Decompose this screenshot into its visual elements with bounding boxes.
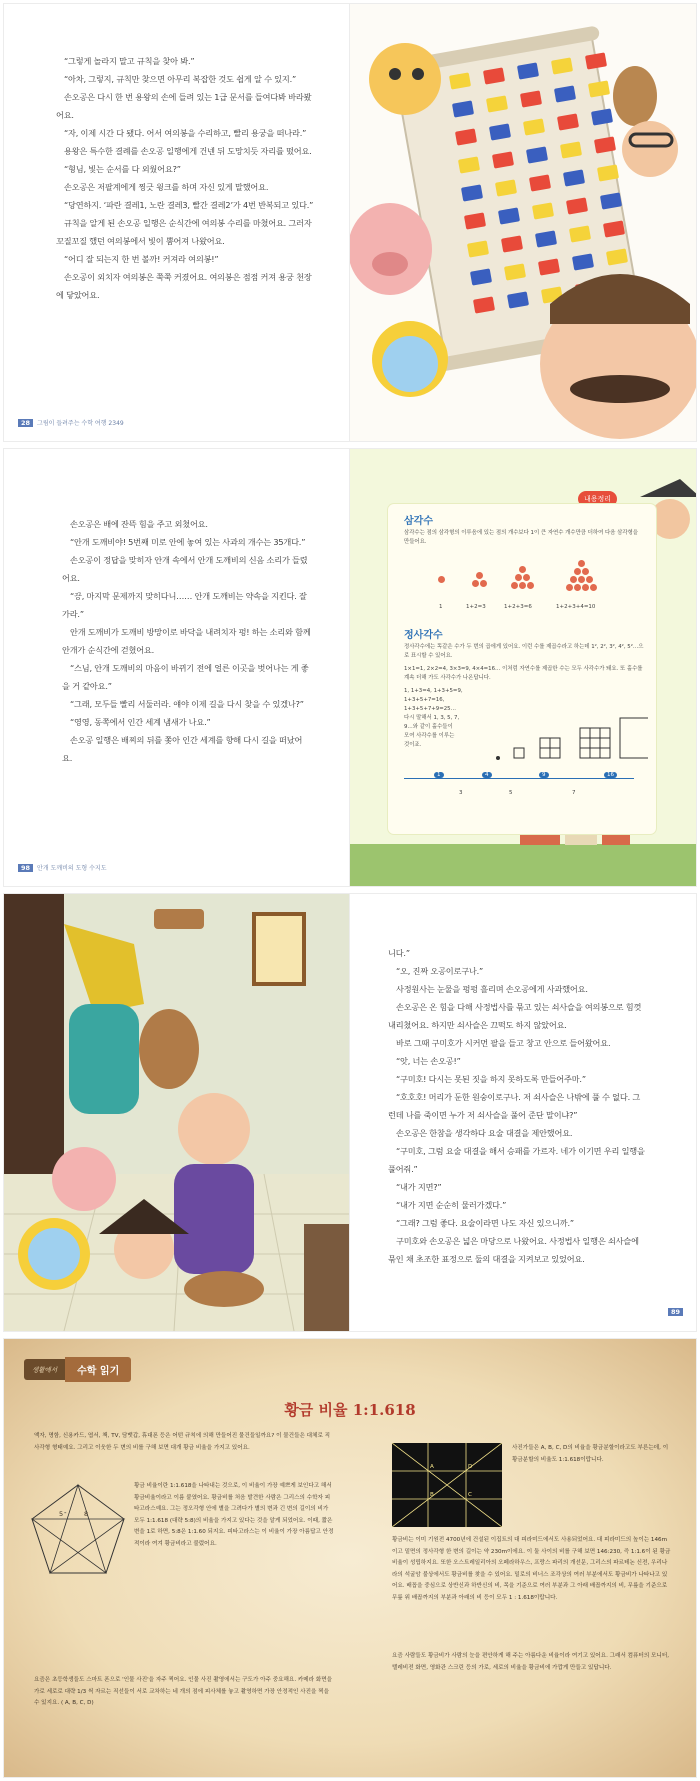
- paragraph: “내가 지면 순순히 물러가겠다.”: [396, 1200, 507, 1210]
- tri-dot: [582, 584, 589, 591]
- page-math-note: [350, 449, 696, 886]
- section-tag: [24, 1357, 131, 1381]
- tri-label: 1: [439, 604, 443, 610]
- tri-dot: [590, 584, 597, 591]
- golden-split-text: 사진가들은 A, B, C, D의 비율을 황금분할이라고도 부른는데, 이 황금분할의 비율도 1:1.618이랍니다.: [512, 1445, 669, 1463]
- folio-text: 안개 도깨비의 도형 수지도: [37, 865, 107, 872]
- sq-num-label: 4: [482, 772, 492, 778]
- square-number-heading: 정사각수: [404, 630, 443, 641]
- tri-dot: [480, 580, 487, 587]
- section-title: 수학 읽기: [65, 1357, 131, 1382]
- paragraph: “그래, 모두들 빨리 서둘러라. 얘야 이제 길을 다시 찾을 수 있겠나?”: [70, 699, 304, 709]
- tri-dot: [578, 576, 585, 583]
- tri-dot: [527, 582, 534, 589]
- paragraph: “호호호! 머리가 둔한 원숭이로구나. 저 쇠사슬은 나밖에 풀 수 없다. 그런데 나를 죽이면 누가 저 쇠사슬을 풀어 준단 말이냐?”: [388, 1092, 641, 1120]
- page-story-right: [350, 894, 696, 1331]
- page-number: 28: [18, 419, 33, 427]
- tri-dot: [570, 576, 577, 583]
- story-text: [62, 515, 312, 767]
- page-story-left: [4, 449, 350, 886]
- paragraph: 손오공이 외치자 여의봉은 쭉쭉 커졌어요. 여의봉은 점점 커져 용궁 천장에 닿았어요.: [56, 272, 312, 300]
- paragraph: “어디 잘 되는지 한 번 볼까! 커져라 여의봉!”: [64, 254, 219, 264]
- article-title: 황금 비율 1:1.618: [284, 1401, 416, 1419]
- grid-point-label: A: [430, 1464, 434, 1470]
- modern-use-text: 요즘 사람들도 황금비가 사람의 눈을 편안하게 해 주는 아름다운 비율이라 여기고 있어요. 그래서 컴퓨터의 모니터, 텔레비전 화면, 영화관 스크린 등의 가로, 세로의 비율을 황금비에 가깝게 만들고 있답니다.: [392, 1653, 670, 1671]
- warehouse-illustration: [4, 894, 350, 1331]
- sq-num-label: 9: [539, 772, 549, 778]
- illustration-warehouse: [4, 894, 350, 1331]
- page-golden-ratio: [4, 1339, 696, 1777]
- tri-dot: [472, 580, 479, 587]
- paragraph: 구미호와 손오공은 넓은 마당으로 나왔어요. 사정법사 일행은 쇠사슬에 묶인 채 초조한 표정으로 둘의 대결을 지켜보고 있었어요.: [388, 1236, 639, 1264]
- paragraph: “영영, 동쪽에서 인간 세계 냄새가 나요.”: [70, 717, 211, 727]
- paragraph: “형님, 빛는 순서를 다 외웠어요?”: [64, 164, 181, 174]
- folio: [668, 1308, 683, 1316]
- paragraph: “그렇게 놀라지 말고 규칙을 찾아 봐.”: [64, 56, 195, 66]
- paragraph: “오, 진짜 오공이로구나.”: [396, 966, 484, 976]
- spread-3: [0, 890, 700, 1335]
- folio: [18, 418, 124, 427]
- tri-dot: [476, 572, 483, 579]
- tri-dot: [586, 576, 593, 583]
- paragraph: 손오공은 배에 잔뜩 힘을 주고 외쳤어요.: [70, 519, 208, 529]
- pentagon-label: 8: [84, 1510, 89, 1518]
- paragraph: 바로 그때 구미호가 시커먼 팔을 들고 창고 안으로 들어왔어요.: [396, 1038, 611, 1048]
- tri-dot: [438, 576, 445, 583]
- page-story-left: [4, 4, 350, 441]
- paragraph: “구미호! 다시는 못된 짓을 하지 못하도록 만들어주마.”: [396, 1074, 586, 1084]
- odd-number-line: [404, 766, 644, 806]
- brace-label: 3: [459, 790, 463, 796]
- tri-dot: [519, 582, 526, 589]
- scroll-illustration: [350, 4, 696, 441]
- triangular-number-text: 삼각수는 점의 삼각형의 이루음에 있는 점의 개수보다 1이 큰 자연수 개수만큼 더하여 다음 삼각형을 만들어요.: [404, 530, 639, 545]
- tri-dot: [511, 582, 518, 589]
- paragraph: “앗, 너는 손오공!”: [396, 1056, 461, 1066]
- pyramid-text: 황금비는 이미 기원전 4700년에 건설된 이집트의 대 피라미드에서도 사용되었어요. 대 피라미드의 높이는 146m이고 밑면의 정사각형 한 변의 길이는 약 230m이에요. 이 둘 사이의 비를 구해 보면 146:230, 즉 1:1.6이 된 황금비율이 성립하지요. 또한 오스트레일리아의 오페라하우스, 프랑스 파리의 개선문, 그리스의 파르테논 신전, 우리나라의 석굴암 불상에서도 황금비를 찾을 수 있어요. 밀로의 비너스 조각상의 여러 부분에서도 황금비가 나타나고 있어요. 배꼽을 중심으로 상반신과 하반신의 비, 목을 기준으로 여러 부분과 그 아래 배꼽까지의 비, 무릎을 기준으로 무릎 위 배꼽까지의 부분과 아래의 비 등이 모두 1 : 1.618이랍니다.: [392, 1537, 671, 1601]
- story-text: [56, 52, 314, 304]
- grid-point-label: D: [468, 1464, 473, 1470]
- spread-2: [0, 445, 700, 890]
- paragraph: 규칙을 알게 된 손오공 일행은 순식간에 여의봉 수리를 마쳤어요. 그러자 꼬질꼬질 했던 여의봉에서 빛이 뿜어져 나왔어요.: [56, 218, 312, 246]
- tri-dot: [566, 584, 573, 591]
- folio-text: 그림이 들려주는 수학 여행 2349: [37, 420, 124, 427]
- thirds-grid-photo: [392, 1443, 502, 1527]
- paragraph: “스님, 안개 도깨비의 마음이 바뀌기 전에 얼른 이곳을 벗어나는 게 좋을 거 같아요.”: [62, 663, 309, 691]
- tri-dot: [523, 574, 530, 581]
- tri-dot: [519, 566, 526, 573]
- paragraph: “자, 이제 시간 다 됐다. 어서 여의봉을 수리하고, 빨리 용궁을 떠나라.”: [64, 128, 307, 138]
- paragraph: 니다.”: [388, 948, 410, 958]
- pentagon-star-figure: [28, 1481, 128, 1577]
- paragraph: 손오공이 정답을 맞히자 안개 속에서 안개 도깨비의 신음 소리가 들렸어요.: [62, 555, 308, 583]
- summary-badge: 내용정리: [578, 491, 617, 507]
- paragraph: 손오공은 온 힘을 다해 사정법사를 묶고 있는 쇠사슬을 여의봉으로 힘껏 내리쳤어요. 하지만 쇠사슬은 끄떡도 하지 않았어요.: [388, 1002, 642, 1030]
- photo-composition-text: 요즘은 초등학생들도 스마트 폰으로 '인물 사진'을 자주 찍어요. 인물 사진 촬영에서는 구도가 아주 중요해요. 카메라 화면을 가로 세로로 대략 1/3 씩 자르는 직선들이 서로 교차하는 네 개의 점에 피사체를 놓고 촬영하면 가장 안정적인 사진을 찍을 수 있지요. ( A, B, C, D): [34, 1677, 333, 1706]
- paragraph: 용왕은 특수한 결례를 손오공 일행에게 건넨 뒤 도망치듯 자리를 떴어요.: [64, 146, 312, 156]
- page-number: 98: [18, 864, 33, 872]
- triangular-number-heading: 삼각수: [404, 516, 433, 527]
- intro-text: 액자, 명함, 신용카드, 엽서, 책, TV, 담뱃갑, 휴대폰 등은 어떤 규칙에 의해 만들어진 물건들일까요? 이 물건들은 대체로 직사각형 형태예요. 그리고 이웃한 두 변의 비를 구해 보면 대개 황금 비율을 가지고 있어요.: [34, 1433, 331, 1451]
- tri-label: 1+2+3=6: [504, 604, 532, 610]
- golden-ratio-text: 황금 비율이란 1:1.618을 나타내는 것으로, 이 비율이 가장 예쁘게 보인다고 해서 황금비율이라고 이름 붙였어요. 황금비를 처음 발견한 사람은 그리스의 수학자 피타고라스예요. 그는 정오각형 안에 별을 그려다가 별의 변과 긴 변의 길이의 비가 모두 1:1.618 (대략 5:8)의 비율을 가지고 있다는 것을 알게 되었어요. 이때, 짧은 변을 1로 하면, 5:8은 1:1.60 되지요. 피타고라스는 이 비율이 가장 아름답고 안정적이라 여겨 황금비라고 불렀어요.: [134, 1483, 334, 1547]
- section-category: 생활에서: [24, 1359, 65, 1380]
- odd-sum-line: 1, 1+3=4, 1+3+5=9,: [404, 688, 463, 694]
- paragraph: “구미호, 그럼 요술 대결을 해서 승패를 가르자. 네가 이기면 우리 일행을 풀어줘.”: [388, 1146, 645, 1174]
- tri-label: 1+2=3: [466, 604, 486, 610]
- odd-sum-line: 1+3+5+7=16,: [404, 697, 445, 703]
- paragraph: “끙, 마지막 문제까지 맞히다니…… 안개 도깨비는 약속을 지킨다. 잘 가라.”: [62, 591, 307, 619]
- tri-dot: [578, 560, 585, 567]
- tri-label: 1+2+3+4=10: [556, 604, 596, 610]
- tri-dot: [582, 568, 589, 575]
- odd-sum-line: 모여 사각수를 이루는: [404, 733, 455, 739]
- grid-point-label: B: [430, 1492, 434, 1498]
- spread-1: [0, 0, 700, 445]
- sq-num-label: 16: [604, 772, 617, 778]
- illustration-scroll: [350, 4, 696, 441]
- paragraph: “안개 도깨비야! 5번째 미로 안에 놓여 있는 사과의 개수는 35개다.”: [70, 537, 306, 547]
- paragraph: “아차, 그렇지, 규칙만 찾으면 아무리 복잡한 것도 쉽게 알 수 있지.”: [64, 74, 297, 84]
- paragraph: 안개 도깨비가 도깨비 방망이로 바닥을 내려치자 펑! 하는 소리와 함께 안개가 순식간에 걷혔어요.: [62, 627, 311, 655]
- sq-num-label: 1: [434, 772, 444, 778]
- odd-sum-line: 1+3+5+7+9=25…: [404, 706, 456, 712]
- story-text: [388, 944, 646, 1268]
- brace-label: 5: [509, 790, 513, 796]
- paragraph: 손오공은 한참을 생각하다 요술 대결을 제안했어요.: [396, 1128, 573, 1138]
- folio: [18, 863, 107, 872]
- note-card: [388, 504, 656, 834]
- paragraph: 손오공 일행은 배찌의 뒤를 쫓아 인간 세계를 향해 다시 길을 떠났어요.: [62, 735, 303, 763]
- grid-point-label: C: [468, 1492, 472, 1498]
- tri-dot: [574, 568, 581, 575]
- odd-sum-line: 것이죠.: [404, 742, 422, 748]
- paragraph: 손오공은 다시 한 번 용왕의 손에 들려 있는 1급 문서를 들여다봐 바라봤어요.: [56, 92, 312, 120]
- square-number-text-a: 정사각수에는 똑같은 수가 두 번의 곱에게 있어요. 이런 수를 제곱수라고 하는데 1², 2², 3², 4², 5²…으로 표시할 수 있어요.: [404, 644, 644, 659]
- paragraph: “그래? 그럼 좋다. 요술이라면 나도 자신 있으니까.”: [396, 1218, 574, 1228]
- paragraph: 손오공은 저팔계에게 찡긋 윙크를 하며 자신 있게 말했어요.: [64, 182, 269, 192]
- pentagon-label: -: [64, 1509, 67, 1517]
- paragraph: “내가 지면?”: [396, 1182, 442, 1192]
- paragraph: 사정원사는 눈물을 펑펑 흘리며 손오공에게 사과했어요.: [396, 984, 588, 994]
- page-number: 89: [668, 1308, 683, 1316]
- odd-sum-line: 9…와 같이 홀수들이: [404, 724, 453, 730]
- tri-dot: [515, 574, 522, 581]
- paragraph: “당연하지. ‘파란 결레1, 노란 결레3, 빨간 결레2’가 4번 반복되고 있다.”: [64, 200, 314, 210]
- pentagon-label: 5: [59, 1510, 64, 1518]
- square-number-text-b: 1×1=1, 2×2=4, 3×3=9, 4×4=16… 이처럼 자연수를 제곱한 수는 모두 사각수가 돼요. 또 홀수를 계속 더해 가도 사각수가 나온답니다.: [404, 666, 643, 681]
- brace-label: 7: [572, 790, 576, 796]
- odd-sum-line: 다시 말해서 1, 3, 5, 7,: [404, 715, 460, 721]
- spread-4: [0, 1335, 700, 1781]
- tri-dot: [574, 584, 581, 591]
